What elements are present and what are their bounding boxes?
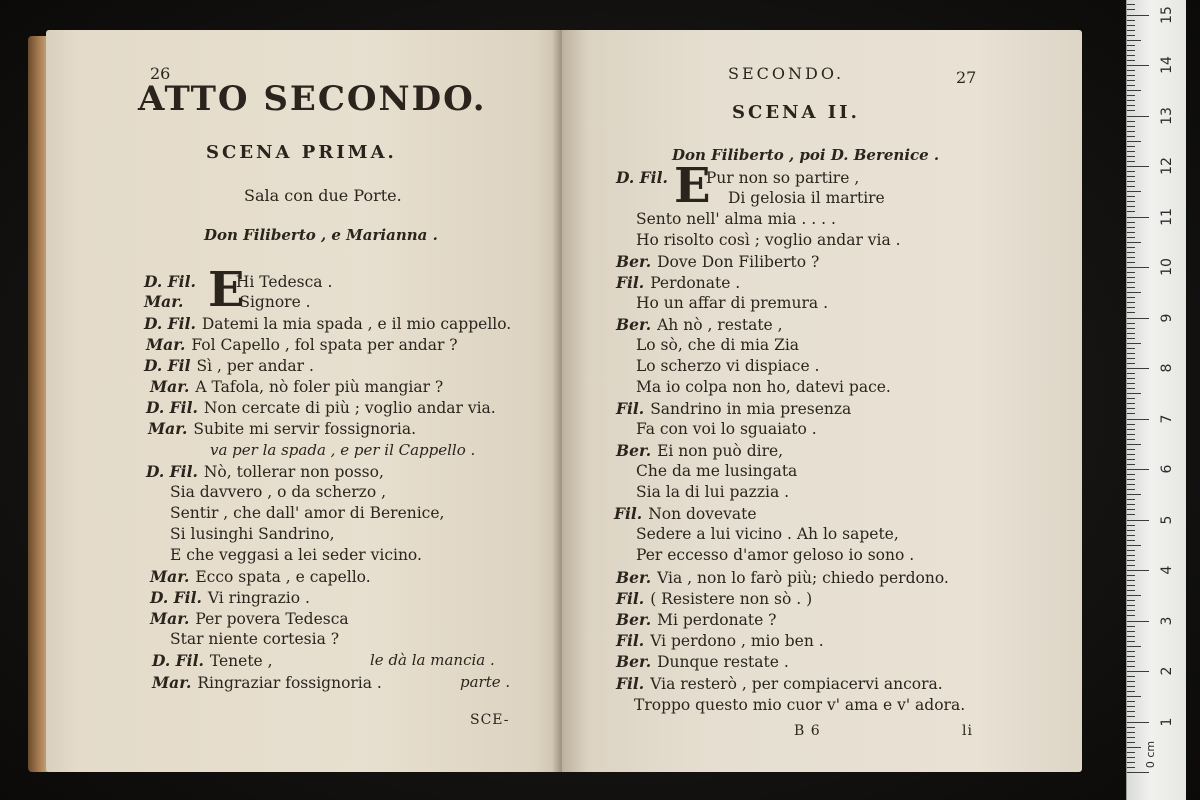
ruler-tick (1127, 575, 1135, 576)
speaker-label: D. Fil. (144, 272, 196, 291)
ruler-tick (1127, 747, 1141, 748)
running-head: SECONDO. (728, 64, 845, 83)
ruler-tick (1127, 459, 1135, 460)
ruler-tick (1127, 449, 1135, 450)
dialogue-line (144, 358, 314, 375)
dialogue-line (616, 401, 851, 418)
verse-line: Star niente cortesia ? (170, 630, 340, 648)
ruler-number: 13 (1159, 106, 1175, 125)
speaker-label: Mar. (150, 609, 190, 628)
ruler-tick (1127, 186, 1135, 187)
ruler-tick (1127, 540, 1135, 541)
ruler-tick (1127, 282, 1135, 283)
verse-line: Di gelosia il martire (728, 189, 885, 207)
ruler-tick (1127, 560, 1135, 561)
ruler-tick (1127, 565, 1135, 566)
ruler-tick (1127, 767, 1135, 768)
ruler-tick (1127, 20, 1135, 21)
ruler-tick (1127, 550, 1135, 551)
ruler-tick (1127, 419, 1149, 420)
line-text: Ah nò , restate , (657, 316, 783, 334)
ruler-tick (1127, 323, 1135, 324)
ruler-tick (1127, 595, 1141, 596)
right-page (562, 30, 1082, 772)
ruler-number: 10 (1159, 258, 1175, 276)
line-text: Via resterò , per compiacervi ancora. (650, 675, 943, 693)
speaker-label: Fil. (616, 631, 645, 650)
line-text: Ecco spata , e capello. (195, 568, 371, 586)
ruler-tick (1127, 307, 1135, 308)
speaker-label: Mar. (148, 419, 188, 438)
dialogue-line (614, 506, 757, 523)
ruler-tick (1127, 439, 1135, 440)
line-text: Dunque restate . (657, 653, 789, 671)
ruler-number: 5 (1159, 515, 1175, 524)
dialogue-line (616, 676, 943, 693)
verse-line: Sento nell' alma mia . . . . (636, 210, 836, 228)
ruler-tick (1127, 105, 1135, 106)
speaker-label: Ber. (616, 252, 652, 271)
ruler-tick (1127, 131, 1135, 132)
ruler-tick (1127, 302, 1135, 303)
ruler-tick (1127, 615, 1135, 616)
dialogue-line (146, 464, 384, 481)
ruler-tick (1127, 237, 1135, 238)
ruler-tick (1127, 403, 1135, 404)
ruler-tick (1127, 247, 1135, 248)
ruler-tick (1127, 318, 1149, 319)
ruler-tick (1127, 701, 1135, 702)
ruler-tick (1127, 201, 1135, 202)
speaker-label: Ber. (616, 652, 652, 671)
ruler-tick (1127, 525, 1135, 526)
verse-line: Per eccesso d'amor geloso io sono . (636, 546, 915, 564)
ruler-tick (1127, 716, 1135, 717)
ruler-tick (1127, 373, 1135, 374)
ruler-tick (1127, 156, 1135, 157)
ruler-tick (1127, 454, 1135, 455)
ruler-number: 12 (1159, 157, 1175, 175)
speaker-label: Mar. (150, 567, 190, 586)
ruler-tick (1127, 151, 1135, 152)
ruler-number: 15 (1159, 5, 1175, 24)
dialogue-line (616, 591, 812, 608)
verse-line: Troppo questo mio cuor v' ama e v' adora. (634, 696, 966, 714)
ruler-tick (1127, 514, 1135, 515)
ruler-tick (1127, 50, 1135, 51)
ruler-tick (1127, 287, 1135, 288)
ruler-tick (1127, 116, 1149, 117)
ruler-number: 6 (1159, 464, 1175, 474)
line-text: Nò, tollerar non posso, (203, 463, 384, 481)
line-text: Via , non lo farò più; chiedo perdono. (657, 569, 949, 587)
ruler-tick (1127, 4, 1135, 5)
dialogue-line (616, 275, 740, 292)
ruler-tick (1127, 15, 1149, 16)
line-text: Perdonate . (650, 274, 741, 292)
ruler-tick (1127, 110, 1135, 111)
ruler-number: 9 (1159, 313, 1175, 322)
ruler-number: 2 (1159, 666, 1175, 676)
ruler-tick (1127, 711, 1135, 712)
signature-mark: B 6 (794, 723, 821, 739)
speaker-label: Fil. (616, 273, 645, 292)
ruler-tick (1127, 681, 1135, 682)
ruler-tick (1127, 161, 1135, 162)
ruler-tick (1127, 676, 1135, 677)
ruler-tick (1127, 121, 1135, 122)
speaker-label: Ber. (616, 568, 652, 587)
ruler-tick (1127, 520, 1149, 521)
ruler-tick (1127, 535, 1135, 536)
ruler-tick (1127, 727, 1135, 728)
ruler-tick (1127, 413, 1135, 414)
ruler-tick (1127, 686, 1135, 687)
ruler-tick (1127, 424, 1135, 425)
line-text: Datemi la mia spada , e il mio cappello. (201, 315, 512, 333)
dialogue-line (144, 316, 511, 333)
ruler-tick (1127, 363, 1135, 364)
line-text: Tenete , (209, 652, 273, 670)
ruler-tick (1127, 146, 1135, 147)
ruler-tick (1127, 408, 1135, 409)
ruler-tick (1127, 605, 1135, 606)
ruler-tick (1127, 257, 1135, 258)
line-text: Sì , per andar . (196, 357, 314, 375)
ruler-tick (1127, 338, 1135, 339)
ruler-number: 8 (1159, 363, 1175, 373)
ruler-tick (1127, 393, 1141, 394)
ruler-tick (1127, 136, 1135, 137)
dialogue-line (150, 379, 443, 396)
ruler-tick (1127, 328, 1135, 329)
ruler-tick (1127, 292, 1141, 293)
ruler-tick (1127, 772, 1149, 773)
character-list: Don Filiberto , e Marianna . (204, 226, 438, 244)
ruler-tick (1127, 181, 1135, 182)
line-text: ( Resistere non sò . ) (650, 590, 813, 608)
verse-line: Sedere a lui vicino . Ah lo sapete, (636, 525, 899, 543)
ruler-tick (1127, 762, 1135, 763)
ruler-tick (1127, 75, 1135, 76)
ruler-tick (1127, 651, 1135, 652)
verse-line: Sia davvero , o da scherzo , (170, 483, 387, 501)
speaker-label: Fil. (616, 674, 645, 693)
verse-line: Sia la di lui pazzia . (636, 483, 790, 501)
ruler-unit-label: 0 cm (1144, 740, 1158, 769)
ruler-tick (1127, 641, 1135, 642)
ruler-tick (1127, 206, 1135, 207)
act-title: ATTO SECONDO. (138, 79, 487, 119)
speaker-label: D. Fil. (616, 168, 668, 187)
dialogue-line (146, 337, 458, 354)
ruler-tick (1127, 590, 1135, 591)
ruler-tick (1127, 530, 1135, 531)
left-page (46, 30, 578, 772)
verse-line: Ma io colpa non ho, datevi pace. (636, 378, 891, 396)
ruler-tick (1127, 196, 1135, 197)
line-text: Vi perdono , mio ben . (650, 632, 824, 650)
line-text: Subite mi servir fossignoria. (193, 420, 417, 438)
ruler-tick (1127, 80, 1135, 81)
ruler-tick (1127, 545, 1141, 546)
ruler-tick (1127, 262, 1135, 263)
ruler-tick (1127, 398, 1135, 399)
ruler-tick (1127, 696, 1141, 697)
speaker-label: D. Fil (144, 356, 191, 375)
line-text: Signore . (239, 293, 311, 311)
stage-direction: le dà la mancia . (370, 651, 495, 669)
ruler-tick (1127, 191, 1141, 192)
ruler-tick (1127, 100, 1135, 101)
line-text: Ei non può dire, (657, 442, 784, 460)
ruler-tick (1127, 706, 1135, 707)
dialogue-line (150, 569, 371, 586)
ruler-tick (1127, 499, 1135, 500)
ruler-tick (1127, 171, 1135, 172)
ruler-tick (1127, 494, 1141, 495)
speaker-label: Mar. (152, 673, 192, 692)
ruler-tick (1127, 434, 1135, 435)
ruler-tick (1127, 312, 1135, 313)
ruler-tick (1127, 65, 1149, 66)
ruler-tick (1127, 626, 1135, 627)
dialogue-line (152, 675, 382, 692)
ruler-tick (1127, 25, 1135, 26)
dialogue-line (146, 400, 496, 417)
line-text: Per povera Tedesca (195, 610, 349, 628)
speaker-label: D. Fil. (144, 314, 196, 333)
speaker-label: Mar. (146, 335, 186, 354)
line-text: Vi ringrazio . (207, 589, 310, 607)
speaker-label: Fil. (614, 504, 643, 523)
ruler-tick (1127, 333, 1135, 334)
speaker-label: Fil. (616, 399, 645, 418)
line-text: Dove Don Filiberto ? (657, 253, 820, 271)
ruler-tick (1127, 489, 1135, 490)
ruler-tick (1127, 60, 1135, 61)
line-text: A Tafola, nò foler più mangiar ? (195, 378, 444, 396)
scene-setting: Sala con due Porte. (244, 186, 402, 205)
ruler-tick (1127, 40, 1141, 41)
verse-line: Si lusinghi Sandrino, (170, 525, 335, 543)
ruler-number: 14 (1159, 56, 1175, 74)
ruler-tick (1127, 141, 1141, 142)
ruler-tick (1127, 479, 1135, 480)
speaker-label: D. Fil. (152, 651, 204, 670)
ruler-tick (1127, 600, 1135, 601)
ruler-tick (1127, 90, 1141, 91)
ruler-tick (1127, 484, 1135, 485)
dialogue-line (144, 274, 332, 291)
ruler-tick (1127, 353, 1135, 354)
drop-cap: E (674, 158, 711, 214)
scene-title: SCENA PRIMA. (206, 142, 397, 163)
dialogue-line (148, 421, 416, 438)
speaker-label: D. Fil. (150, 588, 202, 607)
ruler-tick (1127, 348, 1135, 349)
line-text: Hi Tedesca . (235, 273, 333, 291)
ruler-tick (1127, 656, 1135, 657)
ruler-tick (1127, 585, 1135, 586)
ruler-tick (1127, 55, 1135, 56)
ruler-tick (1127, 358, 1135, 359)
ruler-tick (1127, 222, 1135, 223)
verse-line: Che da me lusingata (636, 462, 798, 480)
scene-title: SCENA II. (732, 102, 860, 123)
speaker-label: Fil. (616, 589, 645, 608)
measuring-ruler (1126, 0, 1186, 800)
dialogue-line (616, 570, 949, 587)
ruler-tick (1127, 621, 1149, 622)
dialogue-line (150, 590, 310, 607)
stage-direction: parte . (460, 673, 511, 691)
ruler-tick (1127, 429, 1135, 430)
ruler-tick (1127, 570, 1149, 571)
page-number: 27 (956, 68, 977, 87)
ruler-tick (1127, 378, 1135, 379)
ruler-tick (1127, 70, 1135, 71)
speaker-label: Mar. (144, 292, 184, 311)
speaker-label: D. Fil. (146, 462, 198, 481)
catchword: li (962, 723, 973, 739)
ruler-tick (1127, 757, 1135, 758)
ruler-tick (1127, 343, 1141, 344)
ruler-tick (1127, 464, 1135, 465)
ruler-tick (1127, 45, 1135, 46)
ruler-tick (1127, 166, 1149, 167)
speaker-label: Ber. (616, 315, 652, 334)
ruler-number: 4 (1159, 565, 1175, 575)
drop-cap: E (208, 262, 245, 318)
ruler-tick (1127, 95, 1135, 96)
dialogue-line (152, 653, 273, 670)
ruler-tick (1127, 211, 1135, 212)
dialogue-line (616, 443, 783, 460)
ruler-tick (1127, 85, 1135, 86)
verse-line: Ho un affar di premura . (636, 294, 828, 312)
dialogue-line (150, 611, 349, 628)
line-text: Fol Capello , fol spata per andar ? (191, 336, 458, 354)
ruler-number: 1 (1159, 717, 1175, 726)
dialogue-line (616, 612, 777, 629)
ruler-tick (1127, 267, 1149, 268)
ruler-tick (1127, 217, 1149, 218)
verse-line: Lo sò, che di mia Zia (636, 336, 800, 354)
ruler-tick (1127, 272, 1135, 273)
ruler-tick (1127, 722, 1149, 723)
ruler-tick (1127, 9, 1135, 10)
ruler-tick (1127, 671, 1149, 672)
ruler-tick (1127, 242, 1141, 243)
ruler-tick (1127, 469, 1149, 470)
catchword: SCE- (470, 712, 510, 728)
line-text: Ringraziar fossignoria . (197, 674, 382, 692)
dialogue-line (616, 317, 783, 334)
verse-line: Lo scherzo vi dispiace . (636, 357, 820, 375)
ruler-tick (1127, 691, 1135, 692)
speaker-label: Mar. (150, 377, 190, 396)
ruler-tick (1127, 555, 1135, 556)
ruler-tick (1127, 444, 1141, 445)
dialogue-line (144, 294, 311, 311)
ruler-tick (1127, 126, 1135, 127)
ruler-tick (1127, 474, 1135, 475)
speaker-label: D. Fil. (146, 398, 198, 417)
verse-line: Ho risolto così ; voglio andar via . (636, 231, 901, 249)
dialogue-line (616, 254, 819, 271)
ruler-tick (1127, 232, 1135, 233)
ruler-tick (1127, 737, 1135, 738)
line-text: Mi perdonate ? (657, 611, 777, 629)
speaker-label: Ber. (616, 441, 652, 460)
ruler-tick (1127, 509, 1135, 510)
dialogue-line (616, 170, 859, 187)
line-text: Pur non so partire , (705, 169, 860, 187)
verse-line: Sentir , che dall' amor di Berenice, (170, 504, 445, 522)
ruler-tick (1127, 252, 1135, 253)
ruler-tick (1127, 610, 1135, 611)
ruler-tick (1127, 277, 1135, 278)
ruler-number: 3 (1159, 616, 1175, 625)
ruler-tick (1127, 297, 1135, 298)
speaker-label: Ber. (616, 610, 652, 629)
ruler-number: 11 (1159, 207, 1175, 226)
ruler-tick (1127, 30, 1135, 31)
ruler-tick (1127, 227, 1135, 228)
ruler-tick (1127, 742, 1135, 743)
ruler-number: 7 (1159, 414, 1175, 423)
open-book (28, 30, 1086, 772)
ruler-tick (1127, 388, 1135, 389)
ruler-tick (1127, 383, 1135, 384)
ruler-tick (1127, 631, 1135, 632)
verse-line: E che veggasi a lei seder vicino. (170, 546, 422, 564)
ruler-tick (1127, 636, 1135, 637)
line-text: Sandrino in mia presenza (650, 400, 852, 418)
ruler-tick (1127, 368, 1149, 369)
ruler-tick (1127, 35, 1135, 36)
page-number: 26 (150, 64, 171, 83)
ruler-tick (1127, 646, 1141, 647)
verse-line: Fa con voi lo sguaiato . (636, 420, 817, 438)
ruler-tick (1127, 580, 1135, 581)
ruler-tick (1127, 661, 1135, 662)
ruler-tick (1127, 732, 1135, 733)
ruler-tick (1127, 176, 1135, 177)
dialogue-line (616, 654, 789, 671)
ruler-tick (1127, 504, 1135, 505)
line-text: Non dovevate (648, 505, 757, 523)
stage-direction: va per la spada , e per il Cappello . (210, 441, 476, 459)
line-text: Non cercate di più ; voglio andar via. (203, 399, 496, 417)
character-list: Don Filiberto , poi D. Berenice . (672, 146, 940, 164)
ruler-tick (1127, 666, 1135, 667)
ruler-tick (1127, 752, 1135, 753)
dialogue-line (616, 633, 824, 650)
